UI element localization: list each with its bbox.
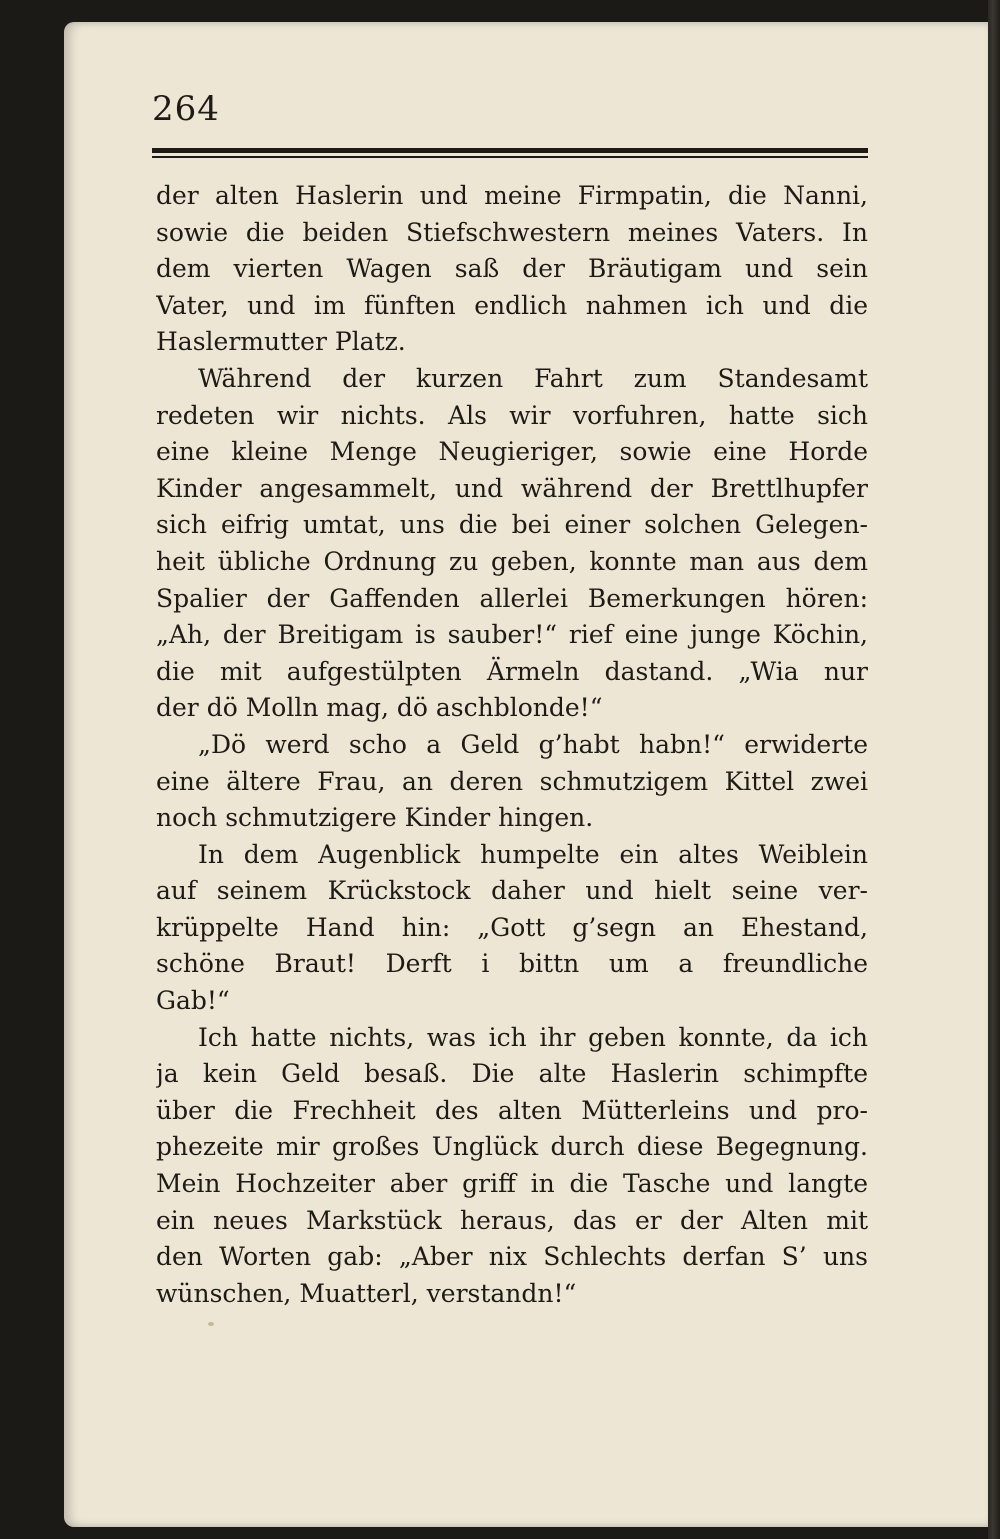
text-line: der dö Molln mag, dö aschblonde!“ bbox=[156, 693, 603, 723]
text-line: ja kein Geld besaß. Die alte Haslerin schimpfte bbox=[156, 1059, 868, 1089]
text-line: sich eifrig umtat, uns die bei einer solchen Gelegen- bbox=[156, 510, 868, 540]
text-line: eine kleine Menge Neugieriger, sowie eine Horde bbox=[156, 437, 868, 467]
text-line: ein neues Markstück heraus, das er der Alten mit bbox=[156, 1205, 868, 1235]
text-line: Mein Hochzeiter aber griff in die Tasche und langte bbox=[156, 1169, 868, 1199]
page-number: 264 bbox=[152, 89, 220, 129]
text-line: eine ältere Frau, an deren schmutzigem Kittel zwei bbox=[156, 766, 868, 796]
text-line: Gab!“ bbox=[156, 986, 230, 1016]
text-line: noch schmutzigere Kinder hingen. bbox=[156, 803, 594, 833]
text-line: schöne Braut! Derft i bittn um a freundliche bbox=[156, 949, 868, 979]
text-line: Haslermutter Platz. bbox=[156, 327, 406, 357]
text-line: „Ah, der Breitigam is sauber!“ rief eine junge Köchin, bbox=[156, 620, 868, 650]
text-line: In dem Augenblick humpelte ein altes Weiblein bbox=[198, 839, 868, 869]
text-line: dem vierten Wagen saß der Bräutigam und sein bbox=[156, 254, 868, 284]
text-line: der alten Haslerin und meine Firmpatin, die Nanni, bbox=[156, 181, 868, 210]
text-line: redeten wir nichts. Als wir vorfuhren, hatte sich bbox=[156, 400, 868, 430]
text-line: Während der kurzen Fahrt zum Standesamt bbox=[198, 363, 868, 393]
text-line: Vater, und im fünften endlich nahmen ich und die bbox=[156, 290, 868, 320]
book-edge bbox=[988, 0, 1000, 1539]
text-line: sowie die beiden Stiefschwestern meines Vaters. In bbox=[156, 217, 868, 247]
text-line: die mit aufgestülpten Ärmeln dastand. „Wia nur bbox=[156, 656, 868, 686]
paper-fleck bbox=[208, 1322, 214, 1326]
text-line: wünschen, Muatterl, verstandn!“ bbox=[156, 1278, 577, 1308]
header-rule-thin bbox=[152, 156, 868, 158]
text-line: phezeite mir großes Unglück durch diese Begegnung. bbox=[156, 1132, 868, 1162]
text-line: „Dö werd scho a Geld g’habt habn!“ erwiderte bbox=[198, 729, 868, 759]
text-line: den Worten gab: „Aber nix Schlechts derfan S’ uns bbox=[156, 1242, 868, 1272]
text-line: Ich hatte nichts, was ich ihr geben konnte, da ich bbox=[198, 1022, 868, 1052]
text-line: krüppelte Hand hin: „Gott g’segn an Ehestand, bbox=[156, 912, 868, 942]
text-line: auf seinem Krückstock daher und hielt seine ver- bbox=[156, 876, 868, 906]
text-line: Spalier der Gaffenden allerlei Bemerkungen hören: bbox=[156, 583, 868, 613]
text-line: Kinder angesammelt, und während der Brettlhupfer bbox=[156, 473, 868, 503]
body-text bbox=[156, 178, 868, 1312]
text-line: heit übliche Ordnung zu geben, konnte man aus dem bbox=[156, 546, 868, 576]
text-line: über die Frechheit des alten Mütterleins und pro- bbox=[156, 1095, 868, 1125]
header-rule-thick bbox=[152, 148, 868, 153]
